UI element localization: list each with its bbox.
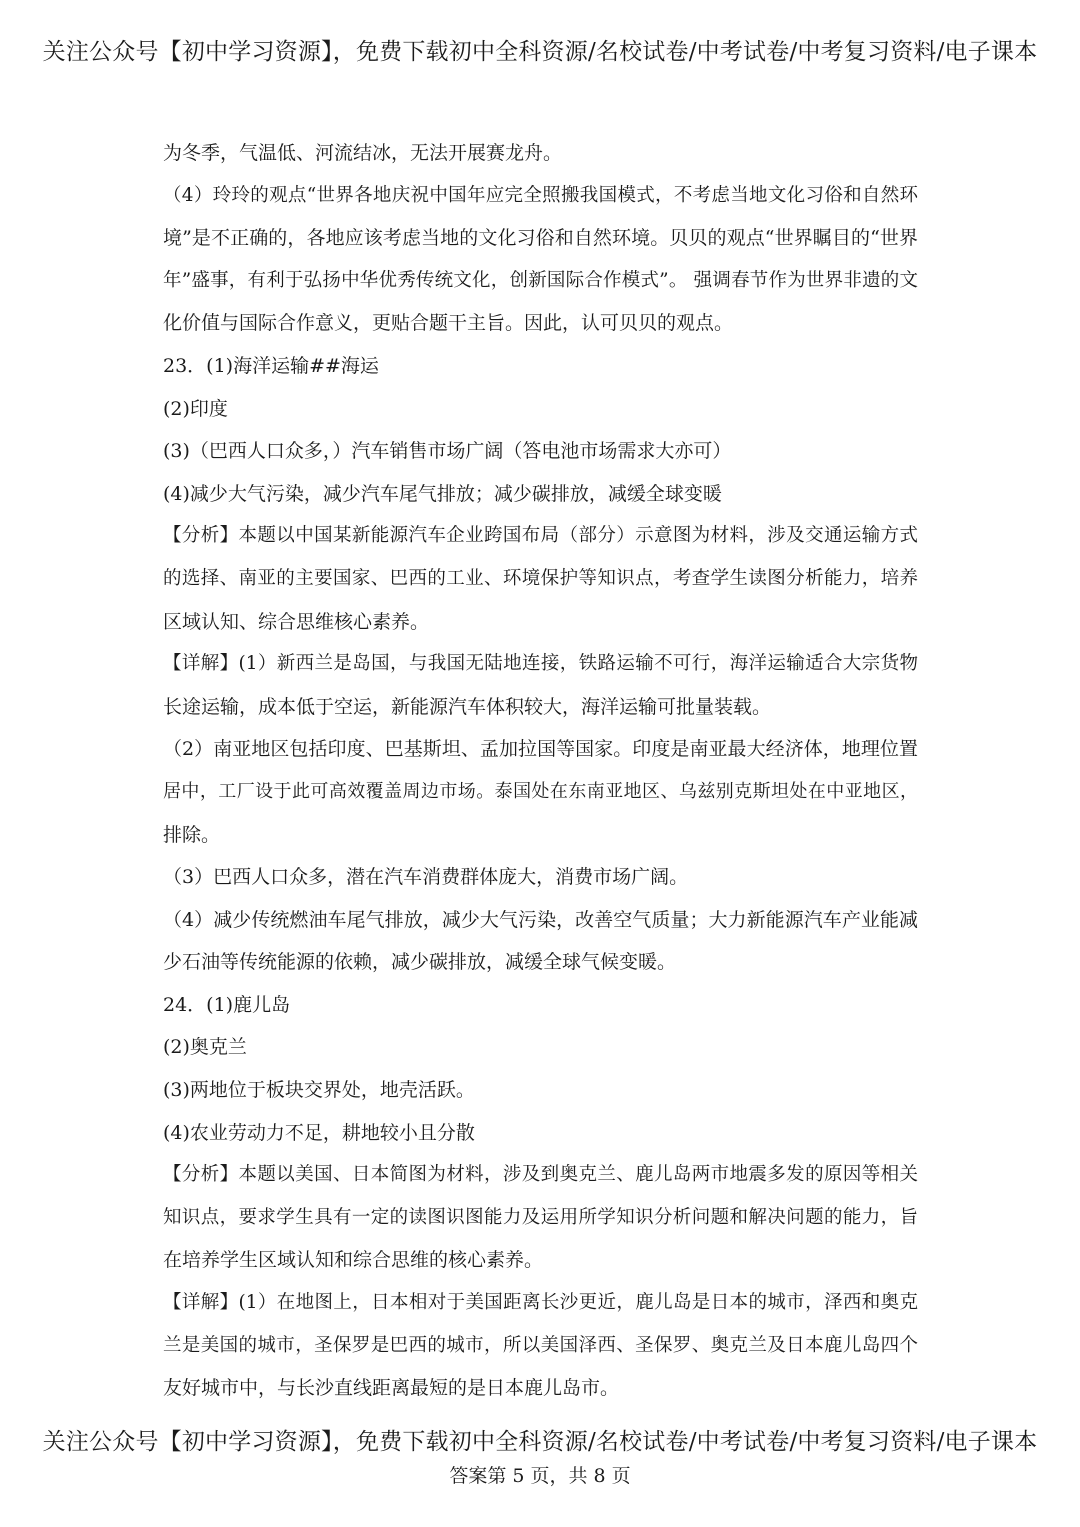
text-line: 少石油等传统能源的依赖，减少碳排放，减缓全球气候变暖。 [163,951,677,974]
text-line: （4）玲玲的观点“世界各地庆祝中国年应完全照搬我国模式，不考虑当地文化习俗和自然环 [163,184,918,206]
text-line: (2)奥克兰 [163,1036,247,1059]
promo-banner-top: 关注公众号【初中学习资源】，免费下载初中全科资源/名校试卷/中考试卷/中考复习资料/电子课本 [42,39,1038,65]
text-line: 【分析】本题以中国某新能源汽车企业跨国布局（部分）示意图为材料，涉及交通运输方式 [163,525,918,547]
text-line: 化价值与国际合作意义，更贴合题干主旨。因此，认可贝贝的观点。 [163,312,734,335]
answer-body [163,132,918,1410]
text-line: (3)两地位于板块交界处，地壳活跃。 [163,1079,475,1102]
text-line: 【详解】(1）在地图上，日本相对于美国距离长沙更近，鹿儿岛是日本的城市，泽西和奥克 [163,1292,918,1314]
text-line: 排除。 [163,823,221,846]
text-line: 【详解】(1）新西兰是岛国，与我国无陆地连接，铁路运输不可行，海洋运输适合大宗货物 [163,653,918,675]
promo-banner-bottom: 关注公众号【初中学习资源】，免费下载初中全科资源/名校试卷/中考试卷/中考复习资料/电子课本 [42,1429,1038,1455]
text-line: （2）南亚地区包括印度、巴基斯坦、孟加拉国等国家。印度是南亚最大经济体，地理位置 [163,738,918,761]
text-line: (2)印度 [163,397,228,420]
text-line: 境”是不正确的，各地应该考虑当地的文化习俗和自然环境。贝贝的观点“世界瞩目的“世界 [163,227,918,250]
text-line: (4)农业劳动力不足，耕地较小且分散 [163,1121,475,1144]
text-line: 24．(1)鹿儿岛 [163,993,291,1016]
text-line: 长途运输，成本低于空运，新能源汽车体积较大，海洋运输可批量装载。 [163,695,772,718]
text-line: 【分析】本题以美国、日本简图为材料，涉及到奥克兰、鹿儿岛两市地震多发的原因等相关 [163,1164,918,1186]
text-line: （3）巴西人口众多，潜在汽车消费群体庞大，消费市场广阔。 [163,866,689,889]
text-line: 居中，工厂设于此可高效覆盖周边市场。泰国处在东南亚地区、乌兹别克斯坦处在中亚地区， [163,780,918,802]
text-line: 区域认知、综合思维核心素养。 [163,610,430,633]
text-line: 为冬季，气温低、河流结冰，无法开展赛龙舟。 [163,142,563,164]
text-line: （4）减少传统燃油车尾气排放，减少大气污染，改善空气质量；大力新能源汽车产业能减 [163,908,918,931]
text-line: 在培养学生区域认知和综合思维的核心素养。 [163,1249,544,1272]
page-number: 答案第 5 页，共 8 页 [449,1465,631,1487]
text-line: 年”盛事，有利于弘扬中华优秀传统文化，创新国际合作模式”。 强调春节作为世界非遗的文 [163,269,918,291]
text-line: 知识点，要求学生具有一定的读图识图能力及运用所学知识分析问题和解决问题的能力，旨 [163,1206,918,1228]
text-line: 23．(1)海洋运输##海运 [163,354,379,377]
text-line: (4)减少大气污染，减少汽车尾气排放；减少碳排放，减缓全球变暖 [163,482,722,505]
text-line: 友好城市中，与长沙直线距离最短的是日本鹿儿岛市。 [163,1377,620,1400]
text-line: (3)（巴西人口众多，）汽车销售市场广阔（答电池市场需求大亦可） [163,440,732,463]
text-line: 的选择、南亚的主要国家、巴西的工业、环境保护等知识点，考查学生读图分析能力，培养 [163,567,918,589]
text-line: 兰是美国的城市，圣保罗是巴西的城市，所以美国泽西、圣保罗、奥克兰及日本鹿儿岛四个 [163,1334,918,1356]
